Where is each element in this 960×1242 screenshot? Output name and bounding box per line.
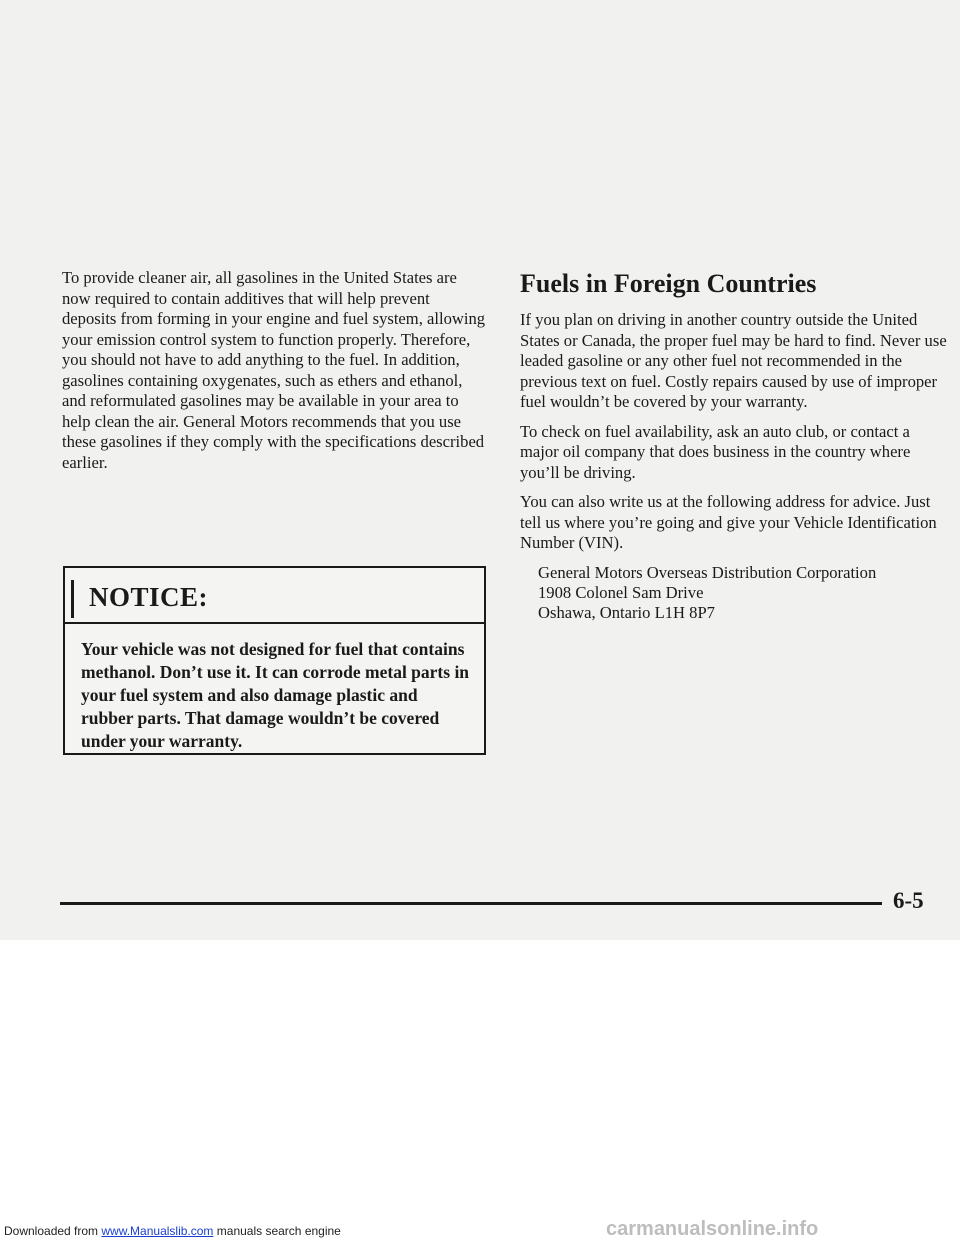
- left-column: [62, 268, 488, 473]
- footer-rule: [60, 902, 882, 905]
- address-block: [520, 563, 952, 623]
- fuel-availability-paragraph: To check on fuel availability, ask an auto club, or contact a major oil company that does business in the country where you’ll be driving.: [520, 421, 911, 482]
- download-footer: [4, 1224, 341, 1238]
- watermark: carmanualsonline.info: [606, 1218, 819, 1240]
- foreign-fuel-paragraph: If you plan on driving in another country outside the United States or Canada, the proper fuel may be hard to find. Never use leaded gasoline or any other fuel not recommended in the previous text on fuel. Costly repairs caused by use of improper fuel wouldn’t be covered by your warranty.: [520, 310, 947, 411]
- address-line: Oshawa, Ontario L1H 8P7: [538, 602, 715, 622]
- manualslib-link[interactable]: www.Manualslib.com: [101, 1224, 214, 1238]
- address-line: 1908 Colonel Sam Drive: [538, 582, 704, 602]
- intro-paragraph: To provide cleaner air, all gasolines in the United States are now required to contain additives that will help prevent deposits from forming in your engine and fuel system, allowing your emission control system to function properly. Therefore, you should not have to add anything to the fuel. In addition, gasolines containing oxygenates, such as ethers and ethanol, and reformulated gasolines may be available in your area to help clean the air. General Motors recommends that you use these gasolines if they comply with the specifications described earlier.: [62, 268, 486, 472]
- footer-suffix: manuals search engine: [213, 1224, 341, 1238]
- notice-header: [65, 568, 484, 624]
- notice-body: Your vehicle was not designed for fuel that contains methanol. Don’t use it. It can corrode metal parts in your fuel system and also damage plastic and rubber parts. That damage wouldn’t be covered under your warranty.: [81, 639, 470, 751]
- section-heading: Fuels in Foreign Countries: [520, 269, 817, 298]
- right-column: [520, 268, 952, 623]
- page-number: 6-5: [893, 888, 924, 913]
- contact-paragraph: You can also write us at the following address for advice. Just tell us where you’re going and give your Vehicle Identification Number (VIN).: [520, 492, 937, 552]
- address-line: General Motors Overseas Distribution Corporation: [538, 562, 877, 582]
- notice-title: NOTICE:: [89, 582, 209, 612]
- footer-prefix: Downloaded from: [4, 1224, 102, 1238]
- notice-bar: [71, 580, 74, 618]
- notice-box: [63, 566, 486, 755]
